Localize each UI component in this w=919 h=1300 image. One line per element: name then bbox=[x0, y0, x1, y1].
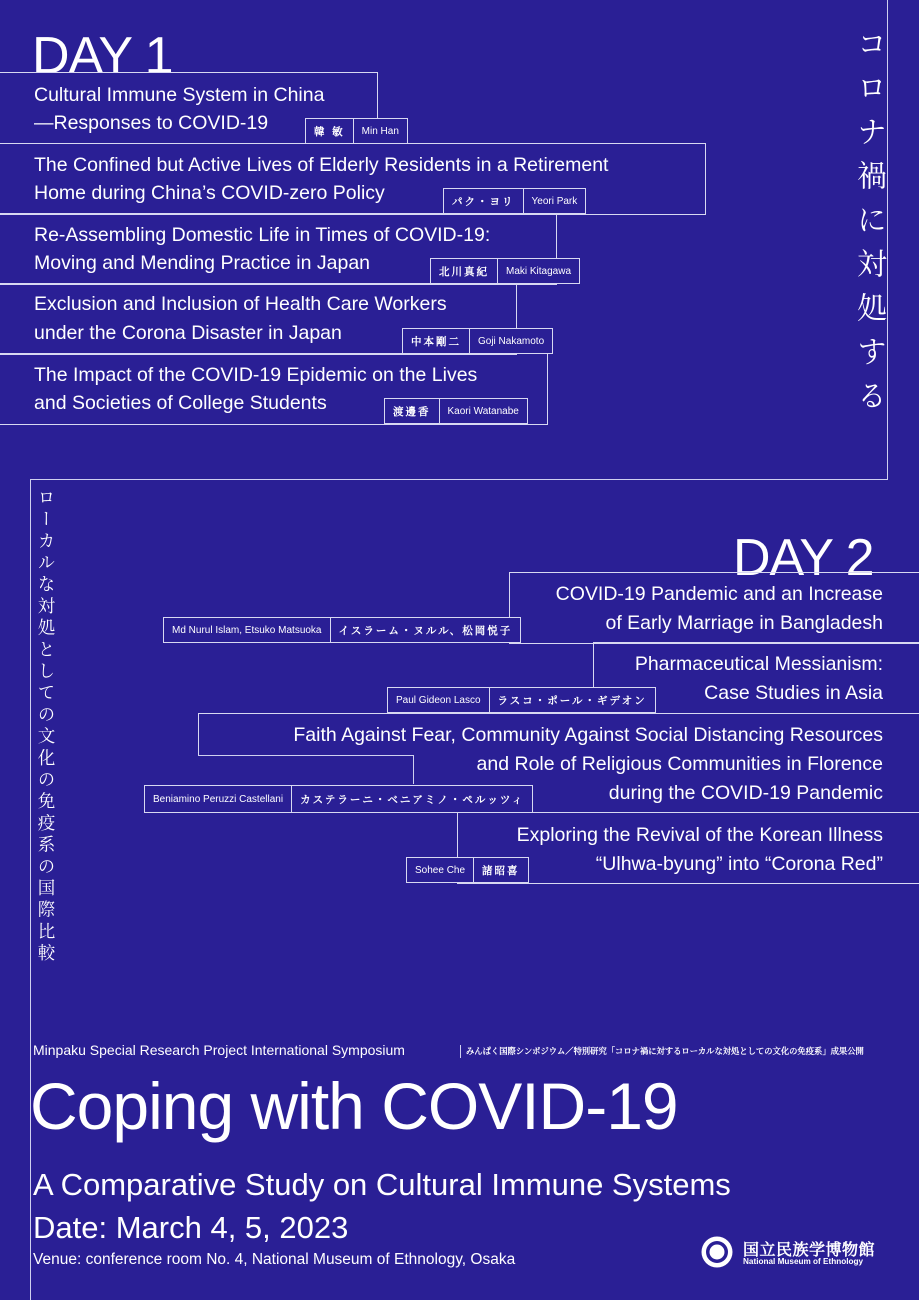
talk-box-step bbox=[413, 755, 414, 784]
speaker-en: Goji Nakamoto bbox=[469, 329, 552, 353]
speaker-jp: イスラーム・ヌルル、松岡悦子 bbox=[330, 618, 521, 642]
talk-title-line: COVID-19 Pandemic and an Increase bbox=[555, 583, 883, 605]
museum-name-jp: 国立民族学博物館 bbox=[743, 1240, 876, 1259]
speaker-jp: 諸昭喜 bbox=[473, 858, 528, 882]
speaker-tag bbox=[163, 617, 521, 643]
vertical-title-right: コロナ禍に対処する bbox=[851, 28, 886, 424]
speaker-tag bbox=[305, 118, 408, 144]
talk-title-line: during the COVID-19 Pandemic bbox=[608, 782, 883, 804]
talk-title-line: Moving and Mending Practice in Japan bbox=[34, 252, 371, 274]
speaker-en: Kaori Watanabe bbox=[439, 399, 527, 423]
event-date: Date: March 4, 5, 2023 bbox=[33, 1210, 349, 1245]
speaker-jp: パク・ヨリ bbox=[452, 195, 515, 208]
museum-logo bbox=[700, 1235, 886, 1271]
talk-title-line: Home during China’s COVID-zero Policy bbox=[34, 182, 385, 204]
main-title: Coping with COVID-19 bbox=[30, 1069, 678, 1143]
speaker-en: Md Nurul Islam, Etsuko Matsuoka bbox=[172, 624, 322, 636]
talk-title-line: Exclusion and Inclusion of Health Care Workers bbox=[34, 293, 447, 315]
speaker-jp: ラスコ・ポール・ギデオン bbox=[489, 688, 655, 712]
talk-title-line: Faith Against Fear, Community Against Social Distancing Resources bbox=[293, 724, 883, 746]
museum-emblem-icon bbox=[700, 1235, 734, 1269]
event-venue: Venue: conference room No. 4, National Museum of Ethnology, Osaka bbox=[33, 1251, 516, 1268]
speaker-jp: カステラーニ・ベニアミノ・ペルッツィ bbox=[291, 786, 532, 812]
speaker-tag bbox=[443, 188, 586, 214]
speaker-en: Min Han bbox=[353, 119, 407, 143]
talk-title-line: and Societies of College Students bbox=[34, 392, 327, 414]
frame-line-mid bbox=[30, 479, 888, 480]
speaker-en: Beniamino Peruzzi Castellani bbox=[153, 793, 284, 805]
speaker-en: Paul Gideon Lasco bbox=[396, 694, 481, 706]
speaker-en: Sohee Che bbox=[415, 864, 466, 876]
talk-title-line: The Impact of the COVID-19 Epidemic on the Lives bbox=[34, 364, 478, 386]
series-divider bbox=[460, 1045, 461, 1058]
speaker-tag bbox=[402, 328, 553, 354]
talk-title-line: “Ulhwa-byung” into “Corona Red” bbox=[595, 853, 883, 875]
talk-title-line: of Early Marriage in Bangladesh bbox=[605, 612, 883, 634]
day2-heading: DAY 2 bbox=[733, 529, 874, 587]
speaker-jp: 北川真紀 bbox=[439, 265, 489, 278]
talk-title-line: Case Studies in Asia bbox=[704, 682, 883, 704]
talk-title-line: Re-Assembling Domestic Life in Times of COVID-19: bbox=[34, 224, 491, 246]
main-subtitle: A Comparative Study on Cultural Immune Systems bbox=[33, 1167, 731, 1202]
series-title-en: Minpaku Special Research Project International Symposium bbox=[33, 1042, 405, 1058]
talk-title-line: The Confined but Active Lives of Elderly Residents in a Retirement bbox=[34, 154, 609, 176]
speaker-tag bbox=[384, 398, 528, 424]
speaker-jp: 中本剛二 bbox=[411, 335, 461, 348]
speaker-tag bbox=[430, 258, 580, 284]
speaker-tag bbox=[387, 687, 656, 713]
talk-box-step bbox=[198, 755, 414, 756]
speaker-jp: 韓 敏 bbox=[314, 125, 345, 138]
talk-title-line: under the Corona Disaster in Japan bbox=[34, 322, 342, 344]
frame-line-left bbox=[30, 479, 31, 1300]
speaker-tag bbox=[144, 785, 533, 813]
vertical-subtitle-left: ローカルな対処としての文化の免疫系の国際比較 bbox=[35, 488, 55, 966]
speaker-en: Yeori Park bbox=[523, 189, 586, 213]
series-title-jp: みんぱく国際シンポジウム／特別研究「コロナ禍に対するローカルな対処としての文化の免疫系」成果公開 bbox=[466, 1046, 864, 1056]
talk-title-line: Pharmaceutical Messianism: bbox=[634, 653, 883, 675]
speaker-tag bbox=[406, 857, 529, 883]
museum-name-en: National Museum of Ethnology bbox=[743, 1257, 864, 1266]
talk-title-line: —Responses to COVID-19 bbox=[34, 112, 269, 134]
speaker-jp: 渡邊香 bbox=[393, 405, 431, 418]
talk-title-line: and Role of Religious Communities in Florence bbox=[476, 753, 883, 775]
talk-title-line: Cultural Immune System in China bbox=[34, 84, 325, 106]
talk-title-line: Exploring the Revival of the Korean Illness bbox=[516, 824, 883, 846]
speaker-en: Maki Kitagawa bbox=[497, 259, 579, 283]
day1-heading: DAY 1 bbox=[32, 27, 173, 85]
